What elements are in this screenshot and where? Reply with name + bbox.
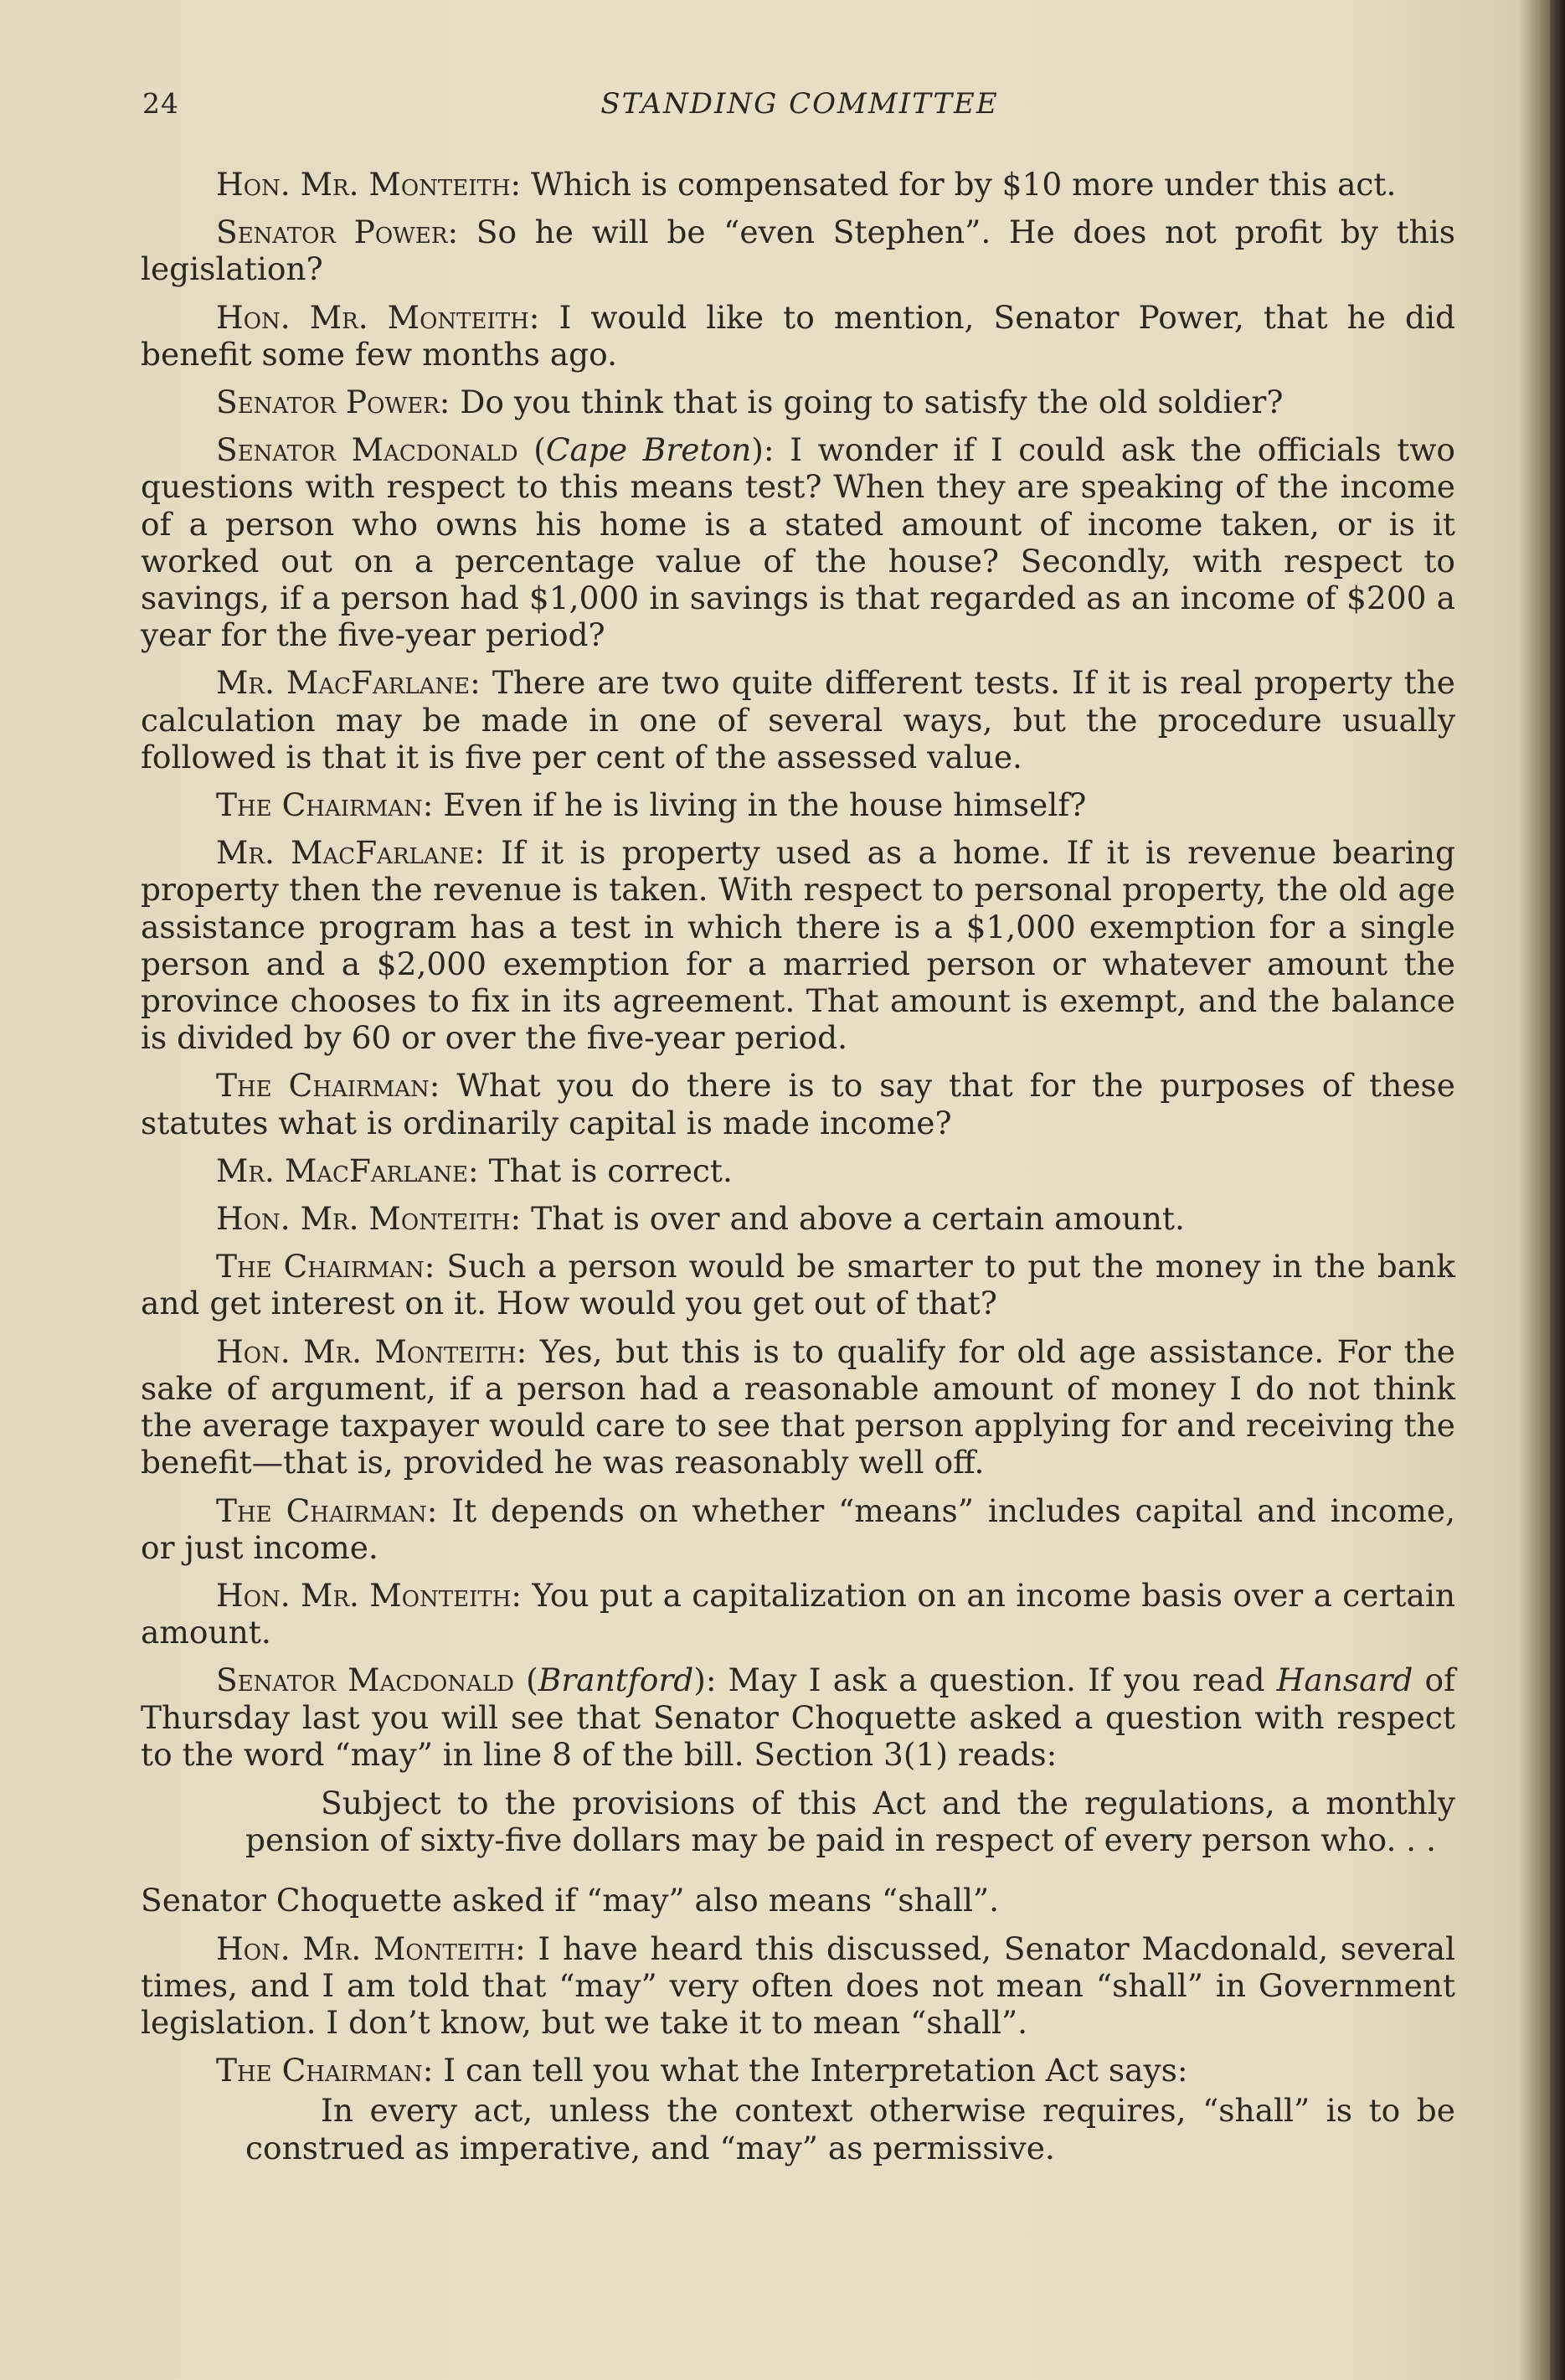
speaker-qualifier: Brantford <box>538 1661 694 1699</box>
speech: I would like to mention, Senator Power, that he did benefit some few months ago. <box>141 298 1455 373</box>
transcript-body <box>141 166 1455 2190</box>
paragraph: Mr. MacFarlane: If it is property used as a home. If it is revenue bearing property then the revenue is taken. With respect to personal property, the old age assistance program has a test in which there is a $1,000 exemption for a single person and a $2,000 exemption for a married person or whatever amount the province chooses to fix in its agreement. That amount is exempt, and the balance is divided by 60 or over the five-year period. <box>141 834 1455 1057</box>
speech: May I ask a question. If you read <box>728 1661 1277 1699</box>
speaker: Senator Macdonald <box>216 1661 515 1699</box>
book-spine-edge <box>1550 0 1565 2380</box>
speaker: Senator Power <box>216 214 448 251</box>
speaker: Mr. MacFarlane <box>216 1151 469 1189</box>
speech: You put a capitalization on an income basis over a certain amount. <box>141 1576 1455 1651</box>
speaker-qualifier: Cape Breton <box>545 431 752 469</box>
speaker: The Chairman <box>216 1248 425 1285</box>
paragraph: Hon. Mr. Monteith: That is over and above a certain amount. <box>216 1200 1185 1238</box>
speaker: Mr. MacFarlane <box>216 834 475 872</box>
paragraph: The Chairman: Such a person would be smarter to put the money in the bank and get interest on it. How would you get out of that? <box>141 1248 1455 1322</box>
speech: of Thursday last you will see that Senator Choquette asked a question with respect to the word “may” in line 8 of the bill. Section 3(1) reads: <box>141 1661 1455 1773</box>
paragraph: The Chairman: What you do there is to say that for the purposes of these statutes what is ordinarily capital is made income? <box>141 1067 1455 1141</box>
speech: I wonder if I could ask the officials two questions with respect to this means test? When they are speaking of the income of a person who owns his home is a stated amount of income taken, or is it worked out on a percentage value of the house? Secondly, with respect to savings, if a person had $1,000 in savings is that regarded as an income of $200 a year for the five-year period? <box>141 431 1455 654</box>
paragraph: Senator Macdonald (Cape Breton): I wonder if I could ask the officials two questions with respect to this means test? When they are speaking of the income of a person who owns his home is a stated amount of income taken, or is it worked out on a percentage value of the house? Secondly, with respect to savings, if a person had $1,000 in savings is that regarded as an income of $200 a year for the five-year period? <box>141 431 1455 654</box>
speaker: Hon. Mr. Monteith <box>216 166 511 203</box>
speaker: The Chairman <box>216 2052 423 2089</box>
paragraph: Senator Choquette asked if “may” also means “shall”. <box>141 1882 1000 1919</box>
speaker: The Chairman <box>216 1491 427 1529</box>
speaker: Hon. Mr. Monteith <box>216 1200 511 1238</box>
paragraph: The Chairman: It depends on whether “means” includes capital and income, or just income. <box>141 1491 1455 1566</box>
speaker: The Chairman <box>216 786 423 824</box>
paragraph: Senator Power: So he will be “even Stephen”. He does not profit by this legislation? <box>141 214 1455 288</box>
page-header <box>142 87 1457 137</box>
speech: That is correct. <box>488 1151 733 1189</box>
paragraph: Mr. MacFarlane: There are two quite different tests. If it is real property the calculation may be made in one of several ways, but the procedure usually followed is that it is five per cent of the assessed value. <box>141 664 1455 775</box>
block-quote: In every act, unless the context otherwise requires, “shall” is to be construed as imperative, and “may” as permissive. <box>245 2092 1455 2166</box>
paragraph: Hon. Mr. Monteith: Yes, but this is to qualify for old age assistance. For the sake of argument, if a person had a reasonable amount of money I do not think the average taxpayer would care to see that person applying for and receiving the benefit—that is, provided he was reasonably well off. <box>141 1332 1455 1481</box>
speech: I have heard this discussed, Senator Macdonald, several times, and I am told that “may” very often does not mean “shall” in Government legislation. I don’t know, but we take it to mean “shall”. <box>141 1929 1455 2041</box>
paragraph: Hon. Mr. Monteith: You put a capitalization on an income basis over a certain amount. <box>141 1576 1455 1651</box>
paragraph: Senator Macdonald (Brantford): May I ask a question. If you read Hansard of Thursday last you will see that Senator Choquette asked a question with respect to the word “may” in line 8 of the bill. Section 3(1) reads: <box>141 1661 1455 1773</box>
publication-title: Hansard <box>1276 1661 1413 1699</box>
speech: That is over and above a certain amount. <box>531 1200 1185 1238</box>
paragraph: Hon. Mr. Monteith: Which is compensated for by $10 more under this act. <box>216 166 1397 203</box>
speech: If it is property used as a home. If it is revenue bearing property then the revenue is taken. With respect to personal property, the old age assistance program has a test in which there is a $1,000 exemption for a single person and a $2,000 exemption for a married person or whatever amount the province chooses to fix in its agreement. That amount is exempt, and the balance is divided by 60 or over the five-year period. <box>141 834 1455 1057</box>
paragraph: Hon. Mr. Monteith: I have heard this discussed, Senator Macdonald, several times, and I am told that “may” very often does not mean “shall” in Government legislation. I don’t know, but we take it to mean “shall”. <box>141 1929 1455 2041</box>
speaker: Hon. Mr. Monteith <box>216 1332 517 1370</box>
speaker: Senator Macdonald <box>216 431 518 469</box>
speaker: Hon. Mr. Monteith <box>216 1929 516 1967</box>
block-quote: Subject to the provisions of this Act and the regulations, a monthly pension of sixty-five dollars may be paid in respect of every person who. . . <box>245 1784 1455 1859</box>
page-number: 24 <box>142 87 179 120</box>
paragraph: Senator Power: Do you think that is going to satisfy the old soldier? <box>216 384 1284 421</box>
paragraph: Mr. MacFarlane: That is correct. <box>216 1151 733 1189</box>
speech: Which is compensated for by $10 more under this act. <box>531 166 1397 203</box>
speech: It depends on whether “means” includes capital and income, or just income. <box>141 1491 1455 1566</box>
paragraph: The Chairman: I can tell you what the Interpretation Act says: <box>216 2052 1188 2089</box>
speaker: Mr. MacFarlane <box>216 664 471 702</box>
speech: There are two quite different tests. If it is real property the calculation may be made in one of several ways, but the procedure usually followed is that it is five per cent of the assessed value. <box>141 664 1455 775</box>
speaker: Hon. Mr. Monteith <box>216 1576 512 1614</box>
speech: I can tell you what the Interpretation Act says: <box>443 2052 1188 2089</box>
speech: Yes, but this is to qualify for old age assistance. For the sake of argument, if a person had a reasonable amount of money I do not think the average taxpayer would care to see that person applying for and receiving the benefit—that is, provided he was reasonably well off. <box>141 1332 1455 1481</box>
speech: Even if he is living in the house himself? <box>443 786 1087 824</box>
speaker: Hon. Mr. Monteith <box>216 298 529 336</box>
paragraph: Hon. Mr. Monteith: I would like to mention, Senator Power, that he did benefit some few months ago. <box>141 298 1455 373</box>
speaker: Senator Power <box>216 384 440 421</box>
speech: Such a person would be smarter to put the money in the bank and get interest on it. How would you get out of that? <box>141 1248 1455 1322</box>
running-head: STANDING COMMITTEE <box>600 87 999 121</box>
speech: What you do there is to say that for the purposes of these statutes what is ordinarily capital is made income? <box>141 1067 1455 1141</box>
paragraph: The Chairman: Even if he is living in the house himself? <box>216 786 1087 824</box>
speech: Do you think that is going to satisfy the old soldier? <box>460 384 1284 421</box>
speech: So he will be “even Stephen”. He does not profit by this legislation? <box>141 214 1455 288</box>
speaker: The Chairman <box>216 1067 430 1105</box>
